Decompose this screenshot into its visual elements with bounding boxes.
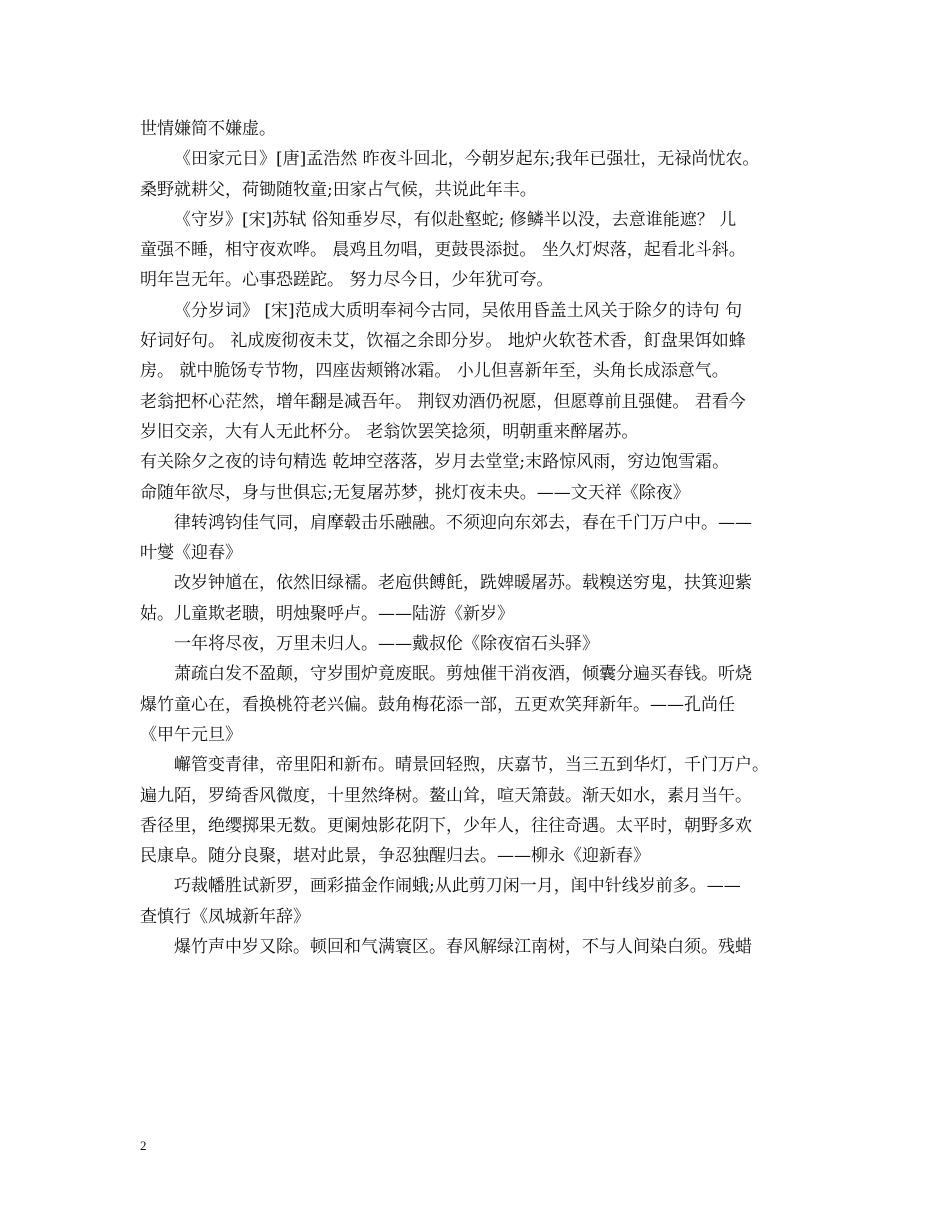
text-line: 《甲午元旦》: [140, 724, 242, 745]
text-line: 桑野就耕父，荷锄随牧童;田家占气候，共说此年丰。: [140, 179, 537, 200]
document-body: [140, 114, 820, 962]
text-line: 律转鸿钧佳气同，肩摩毂击乐融融。不须迎向东郊去，春在千门万户中。——: [174, 512, 752, 533]
text-line: 房。 就中脆饧专节物，四座齿颊锵冰霜。 小儿但喜新年至，头角长成添意气。: [140, 361, 729, 382]
text-line: 好词好句。 礼成废彻夜未艾，饮福之余即分岁。 地炉火软苍术香，飣盘果饵如蜂: [140, 331, 746, 352]
text-line: 一年将尽夜，万里未归人。——戴叔伦《除夜宿石头驿》: [174, 634, 599, 655]
text-line: 《田家元日》[唐]孟浩然 昨夜斗回北，今朝岁起东;我年已强壮，无禄尚忧农。: [174, 149, 760, 170]
text-line: 萧疏白发不盈颠，守岁围炉竟废眠。剪烛催干消夜酒，倾囊分遍买春钱。听烧: [174, 664, 752, 685]
page-number: 2: [140, 1138, 147, 1153]
text-line: 爆竹声中岁又除。顿回和气满寰区。春风解绿江南树，不与人间染白须。残蜡: [174, 937, 752, 958]
text-line: 命随年欲尽，身与世俱忘;无复屠苏梦，挑灯夜未央。——文天祥《除夜》: [140, 482, 690, 503]
text-line: 《守岁》[宋]苏轼 俗知垂岁尽，有似赴壑蛇; 修鳞半以没，去意谁能遮？ 儿: [174, 209, 737, 230]
text-line: 叶燮《迎春》: [140, 543, 242, 564]
text-line: 童强不睡，相守夜欢哗。 晨鸡且勿唱，更鼓畏添挝。 坐久灯烬落，起看北斗斜。: [140, 240, 746, 261]
text-line: 改岁钟馗在，依然旧绿襦。老庖供餺飥，跣婢暖屠苏。载糗送穷鬼，扶箕迎紫: [174, 573, 752, 594]
text-line: 世情嫌简不嫌虚。: [140, 119, 276, 139]
text-line: 爆竹童心在，看换桃符老兴偏。鼓角梅花添一部，五更欢笑拜新年。——孔尚任: [140, 694, 735, 715]
text-line: 《分岁词》 [宋]范成大质明奉祠今古同，吴侬用昏盖土风关于除夕的诗句 句: [174, 300, 743, 321]
text-line: 遍九陌，罗绮香风微度，十里然绛树。鳌山耸，喧天箫鼓。渐天如水，素月当午。: [140, 785, 752, 806]
text-line: 老翁把杯心茫然，增年翻是减吾年。 荆钗劝酒仍祝愿，但愿尊前且强健。 君看今: [140, 391, 746, 412]
text-line: 民康阜。随分良聚，堪对此景，争忍独醒归去。——柳永《迎新春》: [140, 846, 650, 867]
text-line: 姑。儿童欺老聩，明烛聚呼卢。——陆游《新岁》: [140, 603, 514, 624]
text-line: 明年岂无年。心事恐蹉跎。 努力尽今日，少年犹可夸。: [140, 270, 554, 291]
text-line: 岁旧交亲，大有人无此杯分。 老翁饮罢笑捻须，明朝重来醉屠苏。: [140, 421, 639, 442]
text-line: 嶰管变青律，帝里阳和新布。晴景回轻煦，庆嘉节，当三五到华灯，千门万户。: [174, 755, 769, 776]
text-line: 查慎行《凤城新年辞》: [140, 906, 310, 927]
text-line: 香径里，绝缨掷果无数。更阑烛影花阴下，少年人，往往奇遇。太平时，朝野多欢: [140, 815, 752, 836]
text-line: 巧裁幡胜试新罗，画彩描金作闹蛾;从此剪刀闲一月，闺中针线岁前多。——: [174, 876, 741, 897]
text-line: 有关除夕之夜的诗句精选 乾坤空落落，岁月去堂堂;末路惊风雨，穷边饱雪霜。: [140, 452, 730, 473]
